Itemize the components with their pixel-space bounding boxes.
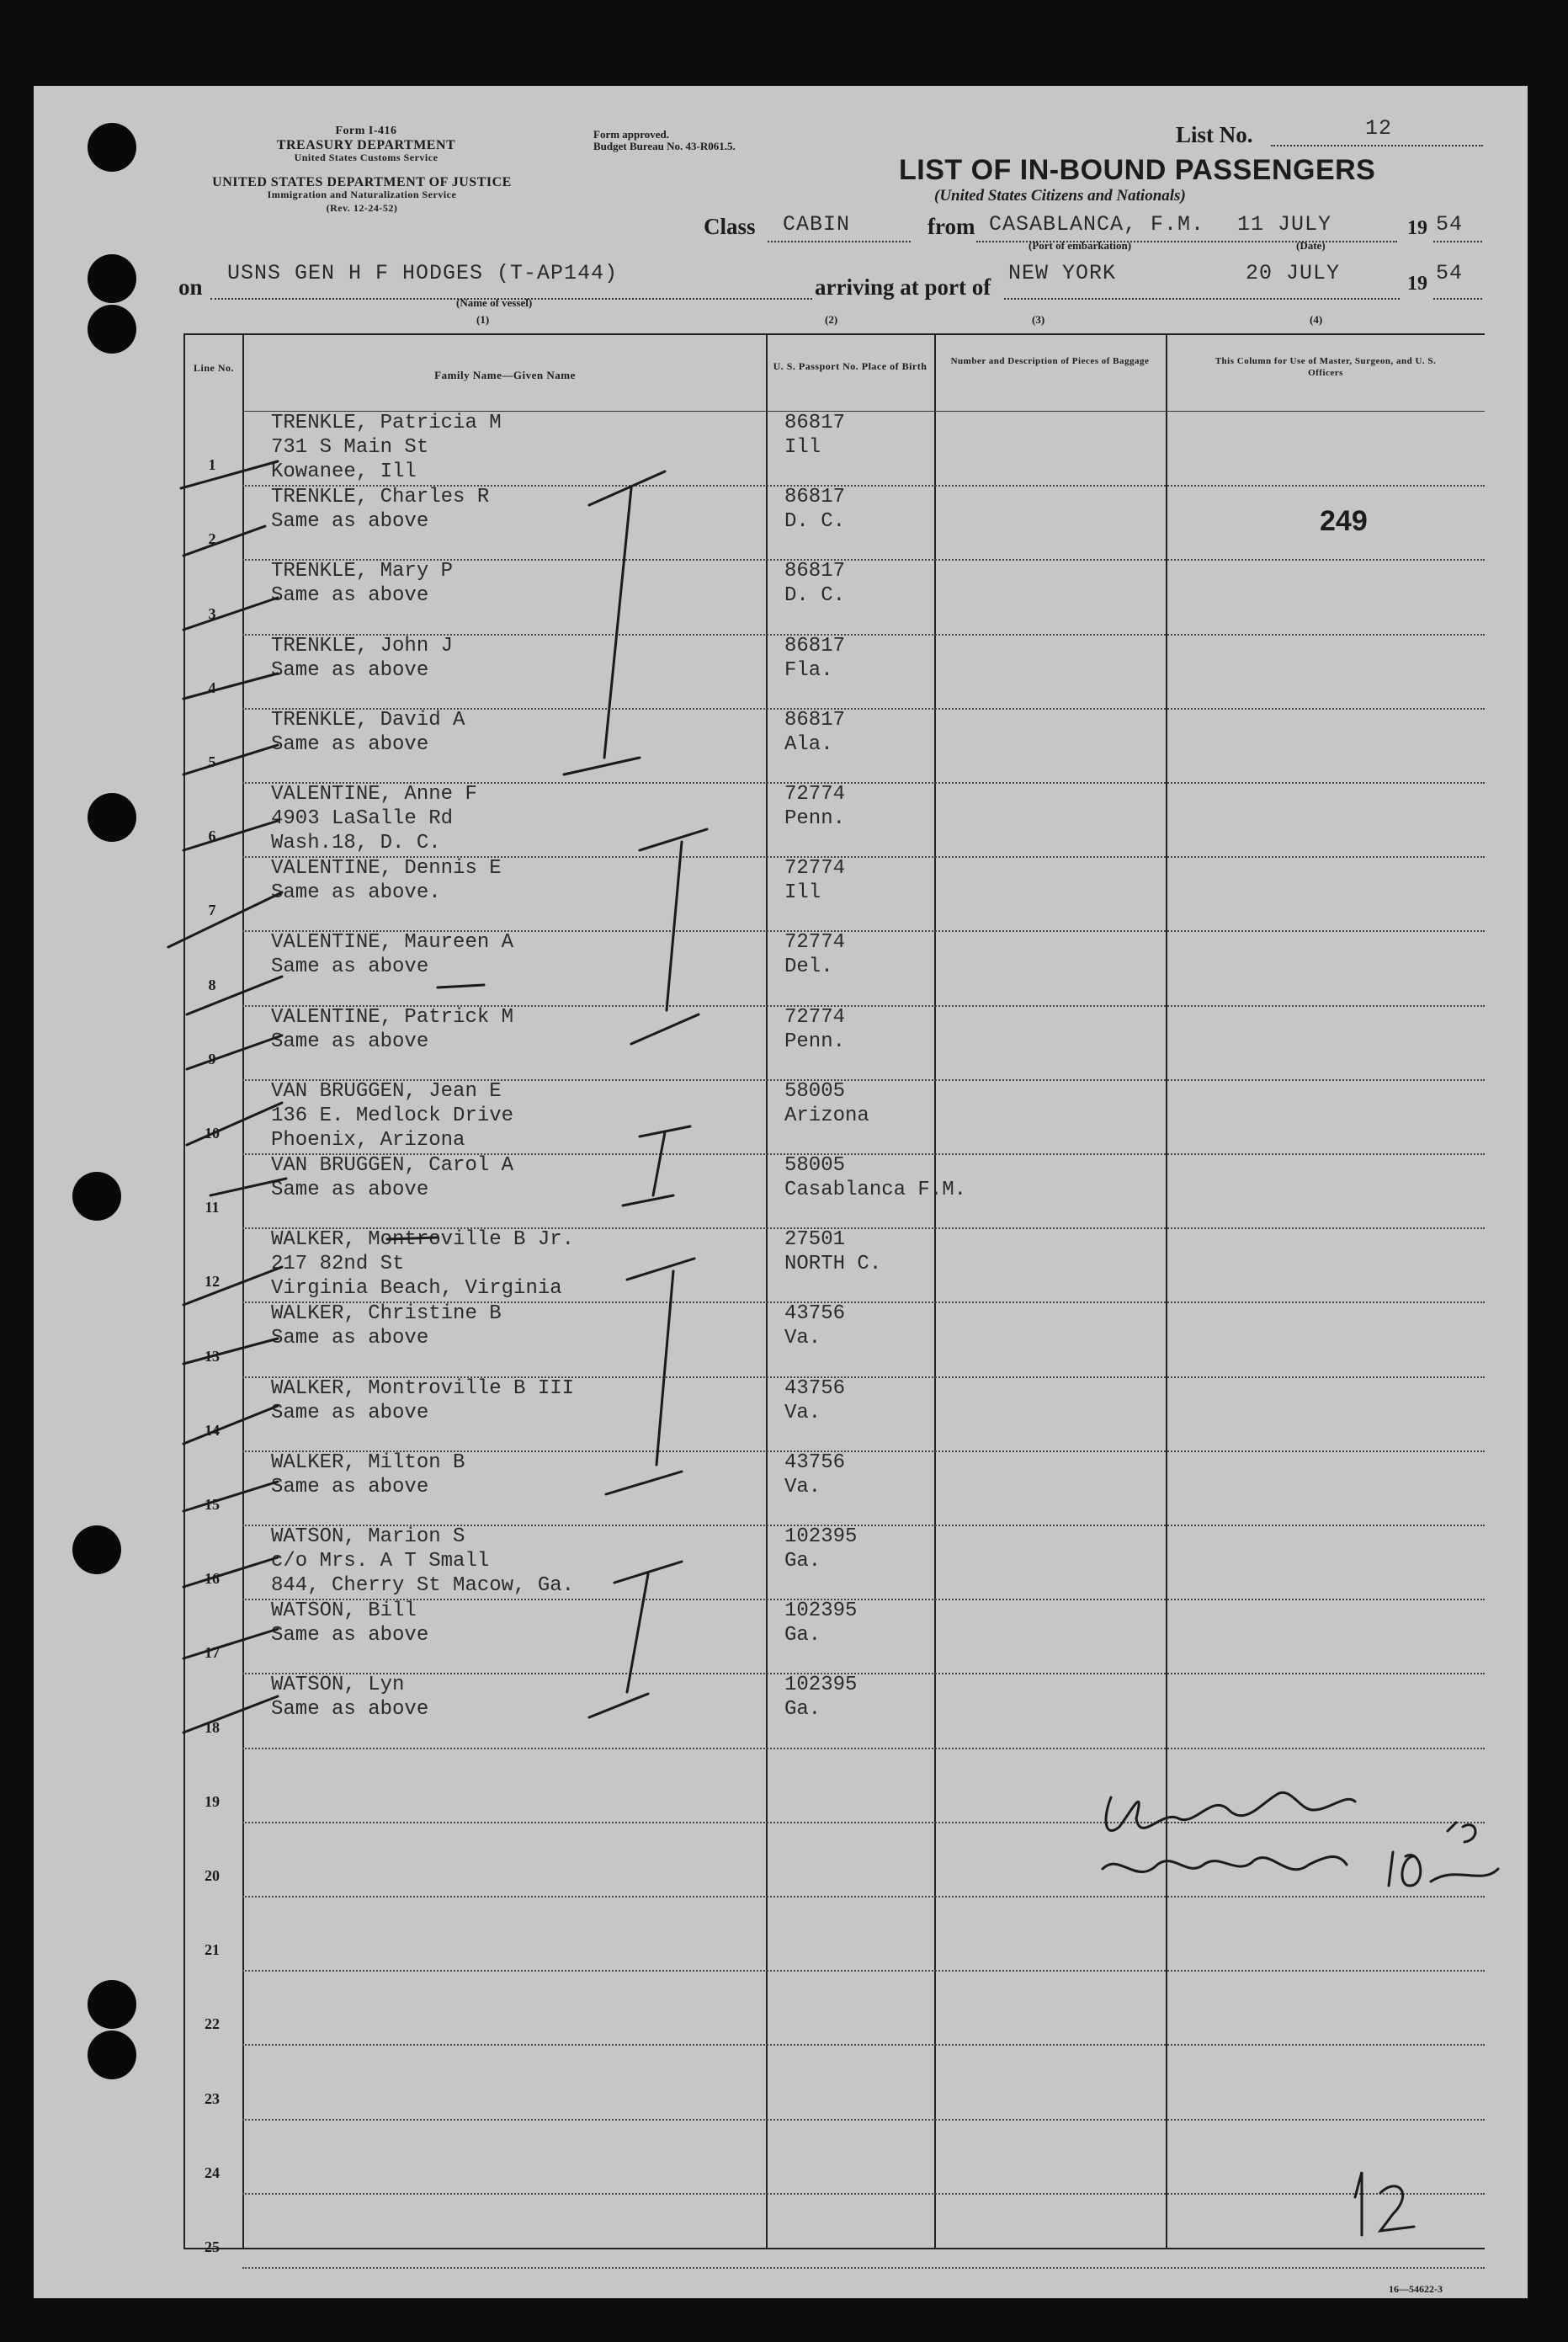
line-number: 16: [205, 1570, 220, 1588]
passport-birthplace: 58005 Casablanca F.M.: [784, 1154, 967, 1201]
tally-mark: [564, 471, 665, 774]
tick-mark: [181, 461, 278, 850]
passport-birthplace: 86817 Ill: [784, 412, 846, 459]
embark-caption: (Port of embarkation): [1029, 239, 1132, 252]
col-num-4: (4): [1310, 313, 1323, 326]
embark-date: 11 JULY: [1237, 212, 1332, 237]
passenger-name: VAN BRUGGEN, Carol A Same as above: [271, 1154, 514, 1201]
header-name: Family Name—Given Name: [434, 369, 576, 381]
header-officers: This Column for Use of Master, Surgeon, and U. S. Officers: [1215, 356, 1437, 378]
passport-birthplace: 27501 NORTH C.: [784, 1228, 882, 1276]
passenger-name: WALKER, Milton B Same as above: [271, 1450, 465, 1498]
passenger-name: TRENKLE, Patricia M 731 S Main St Kowanee, Ill: [271, 412, 502, 483]
justice-dept: UNITED STATES DEPARTMENT OF JUSTICE: [212, 175, 512, 189]
vessel-caption: (Name of vessel): [456, 296, 533, 309]
line-number: 13: [205, 1347, 220, 1365]
passport-birthplace: 86817 D. C.: [784, 560, 846, 608]
passenger-name: VALENTINE, Maureen A Same as above: [271, 931, 514, 979]
passport-birthplace: 58005 Arizona: [784, 1079, 869, 1127]
embark-year: 54: [1436, 212, 1464, 237]
tally-mark: [631, 829, 707, 1044]
passenger-name: TRENKLE, Charles R Same as above: [271, 486, 490, 534]
page-subtitle: (United States Citizens and Nationals): [934, 187, 1186, 205]
tally-mark: [589, 1562, 682, 1717]
revision: (Rev. 12-24-52): [326, 202, 398, 214]
passport-birthplace: 86817 D. C.: [784, 486, 846, 534]
col-num-2: (2): [825, 313, 838, 326]
tick-mark: [168, 892, 286, 1195]
passenger-name: TRENKLE, David A Same as above: [271, 708, 465, 756]
form-number: Form I-416: [335, 125, 397, 137]
line-number: 15: [205, 1496, 220, 1513]
tally-mark: [606, 1259, 694, 1494]
col-num-1: (1): [476, 313, 490, 326]
budget-bureau: Budget Bureau No. 43-R061.5.: [593, 140, 736, 152]
passenger-name: VALENTINE, Patrick M Same as above: [271, 1005, 514, 1053]
tally-mark: [623, 1126, 690, 1206]
passenger-name: TRENKLE, John J Same as above: [271, 634, 454, 682]
passenger-name: TRENKLE, Mary P Same as above: [271, 560, 454, 608]
passport-birthplace: 72774 Del.: [784, 931, 846, 979]
line-number: 14: [205, 1421, 220, 1439]
line-number: 23: [205, 2089, 220, 2107]
passport-birthplace: 86817 Ala.: [784, 708, 846, 756]
line-number: 6: [208, 828, 216, 845]
line-number: 9: [208, 1050, 216, 1067]
passport-birthplace: 102395 Ga.: [784, 1674, 858, 1722]
line-number: 21: [205, 1941, 220, 1959]
vessel-name: USNS GEN H F HODGES (T-AP144): [227, 261, 619, 285]
signature-mark: [1103, 1857, 1347, 1872]
page-number-mark: [1355, 2172, 1414, 2235]
passport-birthplace: 72774 Penn.: [784, 783, 846, 830]
signature-mark: [1106, 1792, 1355, 1830]
line-number: 17: [205, 1644, 220, 1662]
line-number: 22: [205, 2015, 220, 2033]
col-num-3: (3): [1032, 313, 1045, 326]
line-number: 8: [208, 976, 216, 993]
line-number: 24: [205, 2164, 220, 2181]
passenger-name: WATSON, Lyn Same as above: [271, 1674, 429, 1722]
passport-birthplace: 102395 Ga.: [784, 1599, 858, 1647]
tick-mark: [183, 1557, 278, 1733]
signature-mark: [1389, 1852, 1421, 1886]
embark-year-prefix: 19: [1407, 217, 1427, 239]
passenger-name: WALKER, Montroville B III Same as above: [271, 1376, 575, 1424]
passport-birthplace: 102395 Ga.: [784, 1525, 858, 1573]
header-baggage: Number and Description of Pieces of Baggage: [950, 356, 1150, 366]
line-number: 1: [208, 456, 216, 474]
passenger-name: WALKER, Christine B Same as above: [271, 1302, 502, 1350]
passenger-name: VAN BRUGGEN, Jean E 136 E. Medlock Drive Phoenix, Arizona: [271, 1079, 514, 1152]
list-no-label: List No.: [1176, 122, 1253, 147]
class-value: CABIN: [783, 212, 851, 237]
line-number: 19: [205, 1792, 220, 1810]
line-number: 7: [208, 902, 216, 919]
passenger-name: VALENTINE, Dennis E Same as above.: [271, 857, 502, 905]
from-value: CASABLANCA, F.M.: [989, 212, 1205, 237]
passenger-name: VALENTINE, Anne F 4903 LaSalle Rd Wash.18, D. C.: [271, 783, 477, 854]
line-number: 4: [208, 679, 216, 696]
passport-birthplace: 72774 Penn.: [784, 1005, 846, 1053]
class-label: Class: [704, 214, 756, 239]
ins-service: Immigration and Naturalization Service: [267, 189, 457, 200]
line-number: 18: [205, 1718, 220, 1736]
signature-mark: [1431, 1869, 1498, 1882]
arrival-year: 54: [1436, 261, 1464, 285]
treasury-dept: TREASURY DEPARTMENT: [276, 138, 456, 152]
header-passport: U. S. Passport No. Place of Birth: [773, 360, 928, 372]
line-number: 20: [205, 1867, 220, 1884]
passport-birthplace: 43756 Va.: [784, 1302, 846, 1350]
officer-note: 249: [1320, 505, 1368, 537]
line-number: 3: [208, 604, 216, 622]
line-number: 10: [205, 1125, 220, 1142]
form-approved: Form approved.: [593, 128, 670, 141]
date-caption: (Date): [1296, 239, 1326, 252]
arriving-label: arriving at port of: [815, 274, 991, 300]
passenger-name: WATSON, Bill Same as above: [271, 1599, 429, 1647]
passport-birthplace: 72774 Ill: [784, 857, 846, 905]
tick-mark: [387, 985, 484, 1239]
passport-birthplace: 86817 Fla.: [784, 634, 846, 682]
arrival-date: 20 JULY: [1246, 261, 1341, 285]
passenger-name: WATSON, Marion S c/o Mrs. A T Small 844, Cherry St Macow, Ga.: [271, 1525, 575, 1597]
passport-birthplace: 43756 Va.: [784, 1376, 846, 1424]
line-number: 2: [208, 530, 216, 548]
header-line-no: Line No.: [193, 362, 234, 374]
signature-mark: [1448, 1823, 1475, 1842]
passport-birthplace: 43756 Va.: [784, 1450, 846, 1498]
line-number: 5: [208, 753, 216, 770]
footer-code: 16—54622-3: [1389, 2283, 1443, 2295]
line-number: 25: [205, 2238, 220, 2255]
page-title: LIST OF IN-BOUND PASSENGERS: [899, 154, 1376, 186]
from-label: from: [928, 214, 975, 239]
arrival-year-prefix: 19: [1407, 273, 1427, 295]
on-label: on: [178, 274, 203, 300]
list-no-value: 12: [1365, 116, 1393, 141]
line-number: 11: [205, 1199, 220, 1216]
customs-service: United States Customs Service: [294, 152, 439, 163]
line-number: 12: [205, 1273, 220, 1291]
arrival-port: NEW YORK: [1008, 261, 1117, 285]
tick-mark: [183, 1267, 282, 1511]
passenger-name: WALKER, Montroville B Jr. 217 82nd St Virginia Beach, Virginia: [271, 1228, 575, 1301]
